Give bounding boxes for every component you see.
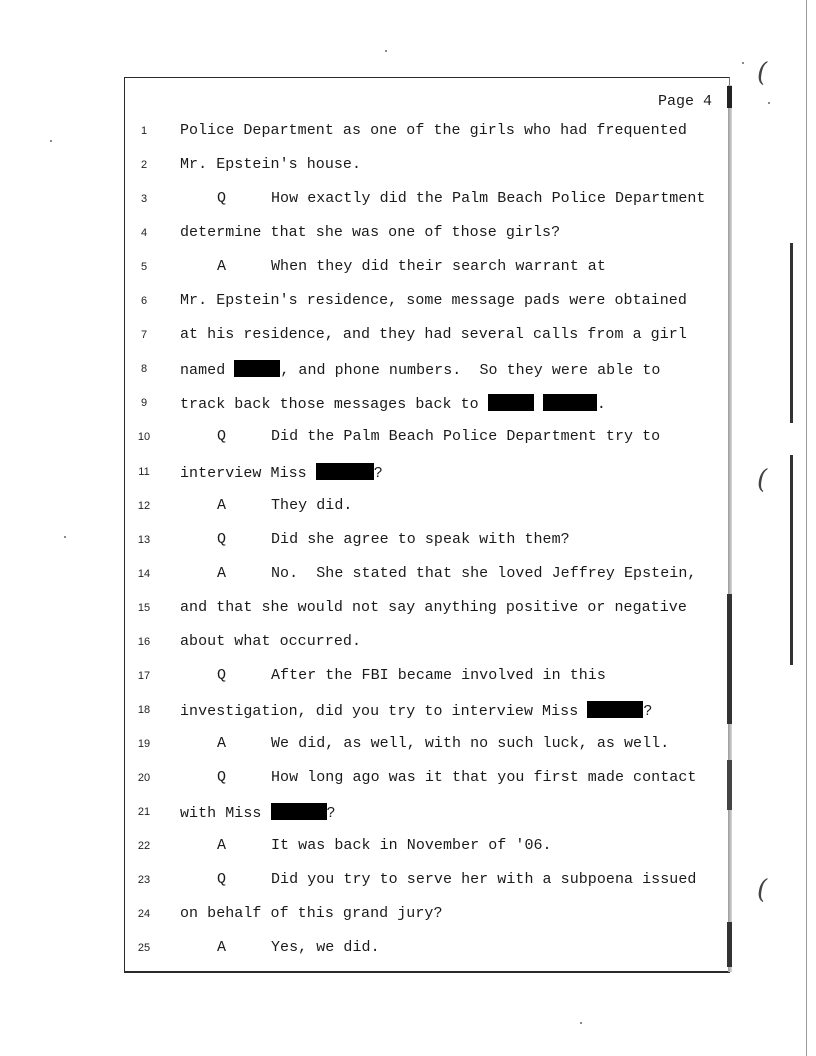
transcript-line: Mr. Epstein's house.: [180, 156, 362, 174]
scan-edge-line: [806, 0, 807, 1056]
speaker-label: A: [217, 496, 227, 514]
line-text: .: [596, 396, 606, 414]
margin-mark: (: [757, 465, 768, 495]
transcript-line: [180, 803, 336, 822]
line-number: 13: [137, 533, 151, 546]
line-number: 17: [137, 669, 151, 682]
frame-edge-mark: [727, 760, 732, 810]
line-text: track back those messages back to: [180, 396, 488, 414]
page-number: Page 4: [658, 93, 713, 110]
redaction-bar: [234, 360, 280, 377]
speaker-label: Q: [217, 768, 227, 786]
speaker-label: A: [217, 939, 227, 957]
scan-speck: [50, 140, 52, 142]
line-number: 18: [137, 703, 151, 716]
transcript-line: and that she would not say anything positive or negative: [180, 598, 687, 616]
line-number: 9: [140, 397, 148, 410]
line-number: 24: [137, 908, 151, 921]
line-text: investigation, did you try to interview Miss: [180, 702, 588, 720]
line-number: 23: [137, 874, 151, 887]
transcript-line: [180, 463, 383, 482]
transcript-line: No. She stated that she loved Jeffrey Epstein,: [271, 564, 697, 582]
line-number: 4: [140, 227, 148, 240]
line-text: ?: [643, 702, 653, 720]
speaker-label: Q: [217, 530, 227, 548]
speaker-label: Q: [217, 190, 227, 208]
line-text: with Miss: [180, 805, 271, 822]
scan-speck: [742, 62, 744, 64]
frame-right-edge: [728, 85, 732, 972]
line-number: 10: [137, 431, 151, 444]
line-number: 25: [137, 942, 151, 955]
redaction-bar: [543, 394, 597, 411]
line-text: interview Miss: [180, 464, 316, 482]
speaker-label: A: [217, 258, 227, 276]
transcript-line: Did the Palm Beach Police Department try to: [271, 428, 661, 446]
transcript-line: Yes, we did.: [271, 939, 380, 957]
line-number: 2: [140, 159, 148, 172]
speaker-label: A: [217, 734, 227, 752]
transcript-line: about what occurred.: [180, 632, 362, 650]
speaker-label: Q: [217, 666, 227, 684]
line-number: 8: [140, 363, 148, 376]
transcript-line: After the FBI became involved in this: [271, 666, 606, 684]
line-number: 7: [140, 329, 148, 342]
line-number: 16: [137, 635, 151, 648]
line-number: 21: [137, 806, 151, 818]
frame-edge-mark: [727, 86, 732, 108]
redaction-bar: [271, 803, 327, 820]
line-number: 14: [137, 567, 151, 580]
transcript-line: Did she agree to speak with them?: [271, 530, 570, 548]
redaction-bar: [316, 463, 374, 480]
speaker-label: Q: [217, 428, 227, 446]
margin-mark: (: [757, 875, 768, 905]
line-number: 6: [140, 295, 148, 308]
line-number: 11: [138, 465, 150, 478]
scan-mark: [790, 243, 793, 423]
frame-edge-mark: [727, 922, 732, 967]
line-number: 15: [137, 601, 151, 614]
line-number: 1: [140, 125, 148, 137]
transcript-line: When they did their search warrant at: [271, 258, 606, 276]
line-text: ?: [373, 464, 383, 482]
scan-speck: [385, 50, 387, 52]
line-text: ?: [326, 805, 336, 822]
line-number: 12: [137, 499, 151, 512]
speaker-label: Q: [217, 871, 227, 889]
redaction-bar: [488, 394, 534, 411]
line-text: , and phone numbers. So they were able to: [280, 362, 661, 380]
scan-mark: [790, 455, 793, 665]
transcript-line: at his residence, and they had several calls from a girl: [180, 326, 687, 344]
scan-speck: [768, 102, 770, 104]
transcript-line: Police Department as one of the girls who had frequented: [180, 122, 687, 139]
transcript-line: [180, 394, 606, 413]
transcript-line: How long ago was it that you first made contact: [271, 768, 697, 786]
transcript-line: We did, as well, with no such luck, as well.: [271, 734, 670, 752]
transcript-line: They did.: [271, 496, 353, 514]
line-number: 19: [137, 737, 151, 750]
line-number: 5: [140, 261, 148, 274]
transcript-line: [180, 360, 660, 379]
redaction-bar: [587, 701, 643, 718]
transcript-line: It was back in November of '06.: [271, 837, 552, 855]
transcript-line: on behalf of this grand jury?: [180, 905, 443, 923]
transcript-line: Did you try to serve her with a subpoena issued: [271, 871, 697, 889]
transcript-line: How exactly did the Palm Beach Police Department: [271, 190, 706, 208]
frame-edge-mark: [727, 594, 732, 724]
margin-mark: (: [757, 58, 768, 88]
speaker-label: A: [217, 564, 227, 582]
line-text: named: [180, 362, 235, 380]
speaker-label: A: [217, 837, 227, 855]
transcript-line: Mr. Epstein's residence, some message pads were obtained: [180, 292, 687, 310]
transcript-line: [180, 701, 652, 720]
line-number: 22: [137, 840, 151, 853]
line-number: 20: [137, 771, 151, 784]
line-number: 3: [140, 193, 148, 206]
scan-speck: [580, 1022, 582, 1024]
scan-speck: [64, 536, 66, 538]
transcript-line: determine that she was one of those girls?: [180, 224, 561, 242]
